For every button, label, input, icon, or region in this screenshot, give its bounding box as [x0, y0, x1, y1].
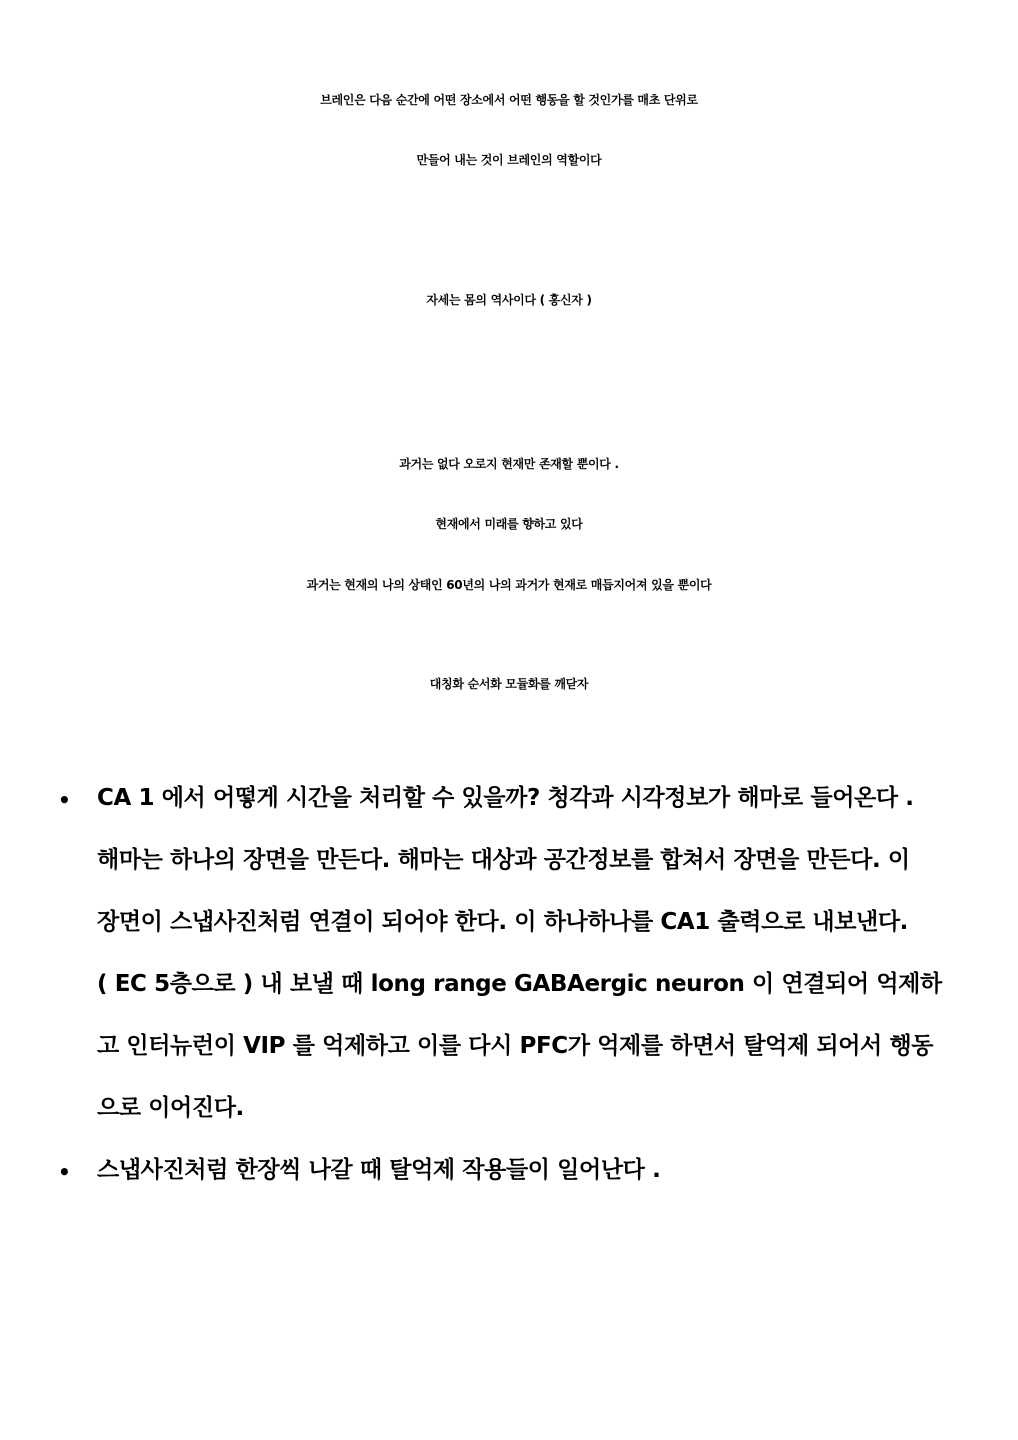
text-line-2: 만들어 내는 것이 브레인의 역할이다: [416, 153, 602, 167]
text-line-4: 과거는 없다 오로지 현재만 존재할 뿐이다 .: [399, 457, 619, 471]
bullet-marker: •: [58, 1160, 71, 1184]
text-line-7: 대칭화 순서화 모듈화를 깨닫자: [429, 677, 589, 691]
bullet-1-line-3: 장면이 스냅사진처럼 연결이 되어야 한다. 이 하나하나를 CA1 출력으로 내보낸다.: [97, 909, 908, 935]
text-line-6: 과거는 현재의 나의 상태인 60년의 나의 과거가 현재로 매듭지어져 있을 뿐이다: [306, 578, 712, 592]
bullet-1-line-2: 해마는 하나의 장면을 만든다. 해마는 대상과 공간정보를 합쳐서 장면을 만든다. 이: [97, 847, 910, 873]
text-line-3: 자세는 몸의 역사이다 ( 홍신자 ): [426, 293, 592, 307]
bullet-1-line-5: 고 인터뉴런이 VIP 를 억제하고 이를 다시 PFC가 억제를 하면서 탈억제 되어서 행동: [97, 1033, 934, 1059]
text-line-1: 브레인은 다음 순간에 어떤 장소에서 어떤 행동을 할 것인가를 매초 단위로: [320, 93, 698, 107]
text-line-5: 현재에서 미래를 향하고 있다: [435, 517, 583, 531]
bullet-marker: •: [58, 788, 71, 812]
bullet-1-line-1: CA 1 에서 어떻게 시간을 처리할 수 있을까? 청각과 시각정보가 해마로 들어온다 .: [97, 785, 914, 811]
bullet-2-line-1: 스냅사진처럼 한장씩 나갈 때 탈억제 작용들이 일어난다 .: [97, 1157, 661, 1183]
bullet-1-line-4: ( EC 5층으로 ) 내 보낼 때 long range GABAergic neuron 이 연결되어 억제하: [97, 971, 942, 997]
bullet-1-line-6: 으로 이어진다.: [97, 1095, 244, 1121]
